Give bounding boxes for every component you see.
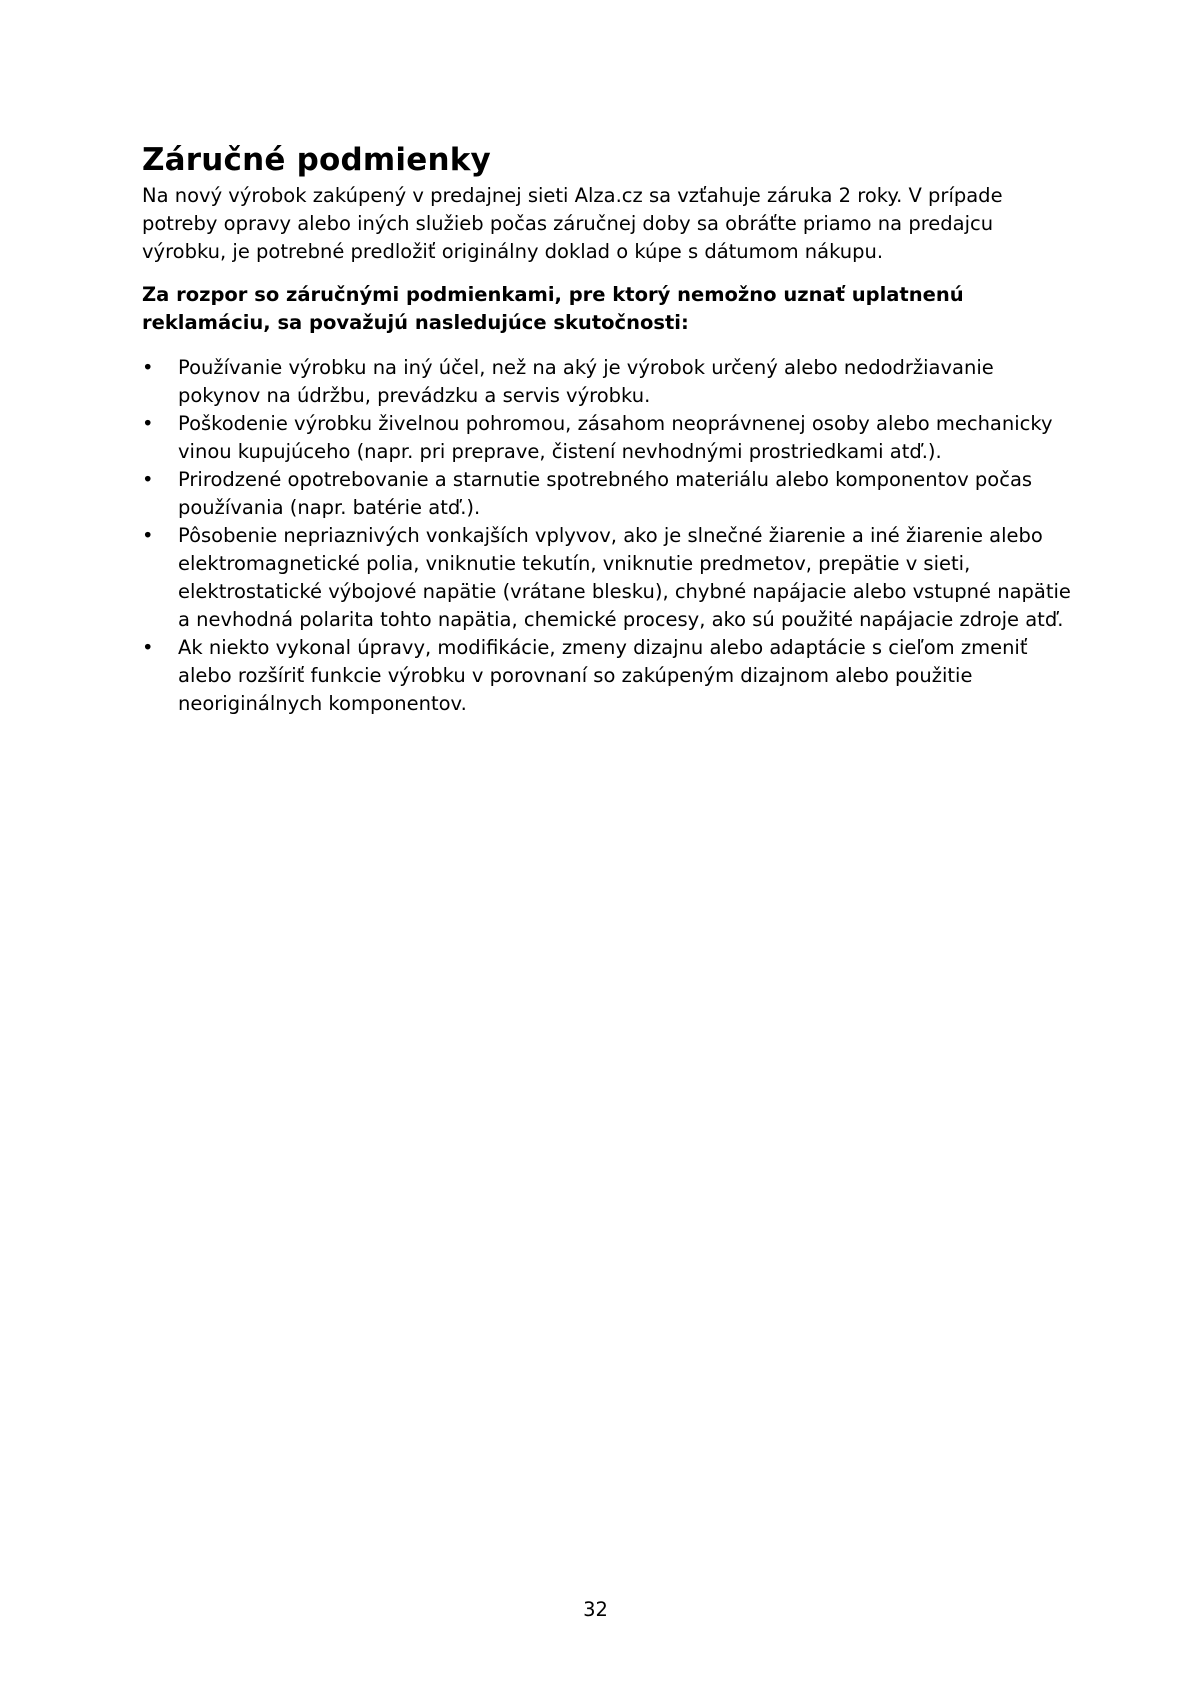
condition-text: Používanie výrobku na iný účel, než na aký je výrobok určený alebo nedodržiavanie pokynov na údržbu, prevádzku a servis výrobku. bbox=[178, 356, 994, 407]
page-title: Záručné podmienky bbox=[142, 142, 491, 178]
list-item bbox=[142, 354, 1072, 410]
list-item bbox=[142, 410, 1072, 466]
list-item bbox=[142, 522, 1072, 634]
conditions-heading: Za rozpor so záručnými podmienkami, pre ktorý nemožno uznať uplatnenú reklamáciu, sa považujú nasledujúce skutočnosti: bbox=[142, 283, 964, 334]
list-item bbox=[142, 634, 1072, 718]
condition-text: Prirodzené opotrebovanie a starnutie spotrebného materiálu alebo komponentov počas používania (napr. batérie atď.). bbox=[178, 468, 1033, 519]
page-number: 32 bbox=[583, 1598, 608, 1621]
condition-text: Ak niekto vykonal úpravy, modifikácie, zmeny dizajnu alebo adaptácie s cieľom zmeniť alebo rozšíriť funkcie výrobku v porovnaní so zakúpeným dizajnom alebo použitie neoriginálnych komponentov. bbox=[178, 636, 1028, 715]
bullet-icon: • bbox=[142, 636, 154, 659]
conditions-list bbox=[142, 354, 1072, 718]
bullet-icon: • bbox=[142, 468, 154, 491]
condition-text: Pôsobenie nepriaznivých vonkajších vplyvov, ako je slnečné žiarenie a iné žiarenie alebo elektromagnetické polia, vniknutie tekutín, vniknutie predmetov, prepätie v sieti, elektrostatické výbojové napätie (vrátane blesku), chybné napájacie alebo vstupné napätie a nevhodná polarita tohto napätia, chemické procesy, ako sú použité napájacie zdroje atď. bbox=[178, 524, 1071, 631]
intro-paragraph: Na nový výrobok zakúpený v predajnej sieti Alza.cz sa vzťahuje záruka 2 roky. V prípade potreby opravy alebo iných služieb počas záručnej doby sa obráťte priamo na predajcu výrobku, je potrebné predložiť originálny doklad o kúpe s dátumom nákupu. bbox=[142, 184, 1003, 263]
bullet-icon: • bbox=[142, 412, 154, 435]
bullet-icon: • bbox=[142, 524, 154, 547]
bullet-icon: • bbox=[142, 356, 154, 379]
list-item bbox=[142, 466, 1072, 522]
condition-text: Poškodenie výrobku živelnou pohromou, zásahom neoprávnenej osoby alebo mechanicky vinou kupujúceho (napr. pri preprave, čistení nevhodnými prostriedkami atď.). bbox=[178, 412, 1053, 463]
